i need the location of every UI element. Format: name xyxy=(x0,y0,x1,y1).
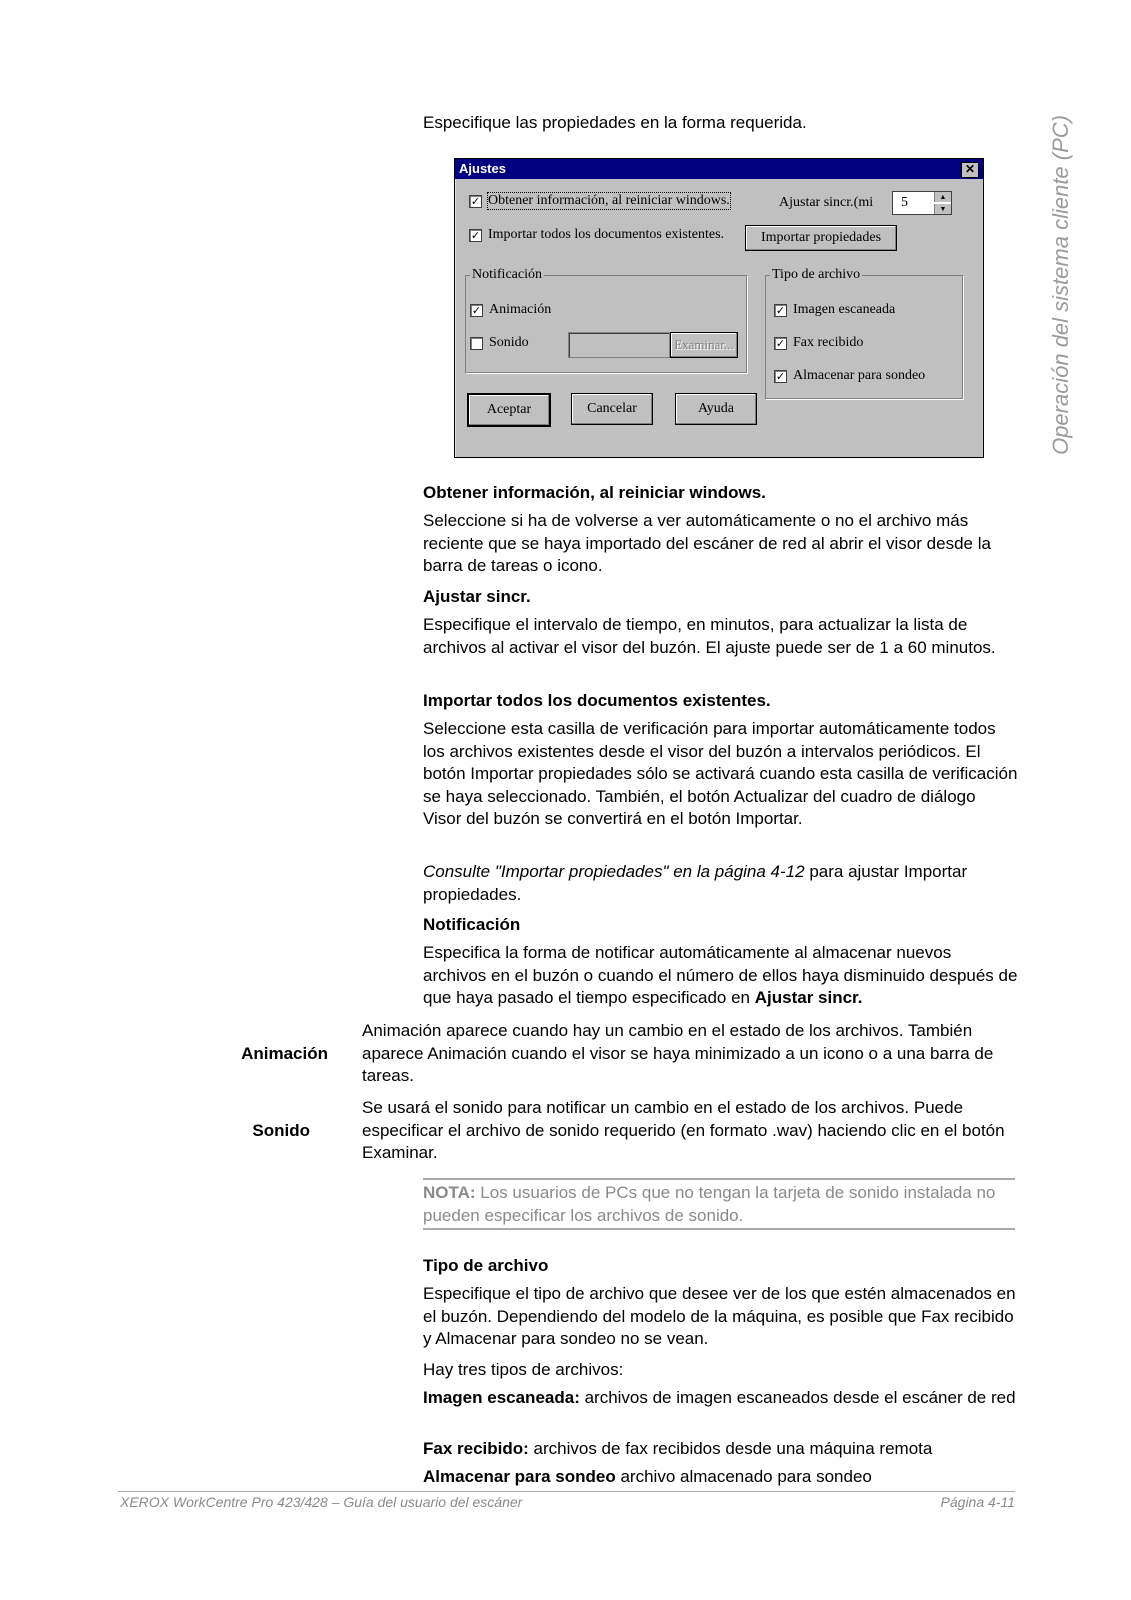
group-notificacion-label: Notificación xyxy=(472,267,542,282)
note-bottom-rule xyxy=(423,1228,1015,1230)
checkbox-imagen-box[interactable]: ✓ xyxy=(775,303,786,317)
checkbox-imagen[interactable] xyxy=(774,302,895,318)
heading-importar: Importar todos los documentos existentes. xyxy=(423,691,771,710)
dialog-title-bar xyxy=(455,159,983,179)
item-fax xyxy=(423,1438,1018,1461)
text-tres: Hay tres tipos de archivos: xyxy=(423,1360,624,1379)
checkbox-animacion[interactable] xyxy=(470,302,551,318)
item-fax-text: archivos de fax recibidos desde una máquina remota xyxy=(528,1439,933,1458)
sync-spinner[interactable] xyxy=(892,191,952,215)
side-label-sonido: Sonido xyxy=(252,1121,310,1140)
checkbox-importar-box[interactable]: ✓ xyxy=(470,228,481,242)
importar-propiedades-button[interactable]: Importar propiedades xyxy=(745,225,897,251)
checkbox-animacion-box[interactable]: ✓ xyxy=(471,303,482,317)
close-icon[interactable]: ✕ xyxy=(961,162,979,178)
spin-down-icon[interactable]: ▼ xyxy=(934,204,951,214)
item-imagen-label: Imagen escaneada: xyxy=(423,1388,580,1407)
heading-ajustar: Ajustar sincr. xyxy=(423,587,531,606)
heading-notificacion: Notificación xyxy=(423,915,521,934)
consulte-link[interactable]: Consulte "Importar propiedades" en la página 4-12 xyxy=(423,862,805,881)
settings-dialog xyxy=(454,158,984,458)
text-notificacion xyxy=(423,942,1018,1010)
checkbox-sonido-label: Sonido xyxy=(489,335,529,350)
side-header-text: Operación del sistema cliente (PC) xyxy=(1048,115,1073,455)
sync-value[interactable]: 5 xyxy=(901,195,908,210)
checkbox-importar-label: Importar todos los documentos existentes. xyxy=(488,227,725,242)
spin-up-icon[interactable]: ▲ xyxy=(934,192,951,202)
group-tipo-archivo xyxy=(765,267,963,399)
note-label: NOTA: xyxy=(423,1183,476,1202)
item-almacenar xyxy=(423,1466,1018,1489)
checkbox-obtener-label: Obtener información, al reiniciar windows. xyxy=(488,193,730,208)
footer-rule xyxy=(118,1491,1015,1492)
side-label-animacion: Animación xyxy=(241,1044,328,1063)
checkbox-fax-label: Fax recibido xyxy=(793,335,864,350)
section-side-header xyxy=(1032,115,1072,475)
footer-left: XEROX WorkCentre Pro 423/428 – Guía del usuario del escáner xyxy=(120,1494,523,1510)
notificacion-bold: Ajustar sincr. xyxy=(754,988,863,1007)
examinar-button[interactable]: Examinar... xyxy=(670,332,738,358)
item-imagen-text: archivos de imagen escaneados desde el escáner de red xyxy=(579,1388,1016,1407)
item-imagen xyxy=(423,1387,1018,1410)
text-obtener: Seleccione si ha de volverse a ver automáticamente o no el archivo más reciente que se haya importado del escáner de red al abrir el visor desde la barra de tareas o icono. xyxy=(423,511,991,575)
text-tipo: Especifique el tipo de archivo que desee ver de los que estén almacenados en el buzón. Dependiendo del modelo de la máquina, es posible que Fax recibido y Almacenar para sondeo no se vean. xyxy=(423,1284,1016,1348)
item-almacenar-label: Almacenar para sondeo xyxy=(423,1467,616,1486)
heading-obtener: Obtener información, al reiniciar windows. xyxy=(423,483,766,502)
checkbox-sonido[interactable] xyxy=(470,335,529,351)
note-body: Los usuarios de PCs que no tengan la tarjeta de sonido instalada no pueden especificar los archivos de sonido. xyxy=(423,1183,996,1225)
footer-page: Página 4-11 xyxy=(940,1494,1015,1510)
text-sonido: Se usará el sonido para notificar un cambio en el estado de los archivos. Puede especificar el archivo de sonido requerido (en formato .wav) haciendo clic en el botón Examinar. xyxy=(362,1098,1005,1162)
checkbox-obtener[interactable] xyxy=(469,193,730,209)
text-ajustar: Especifique el intervalo de tiempo, en minutos, para actualizar la lista de archivos al activar el visor del buzón. El ajuste puede ser de 1 a 60 minutos. xyxy=(423,615,996,657)
aceptar-button[interactable]: Aceptar xyxy=(467,393,551,427)
checkbox-almacenar[interactable] xyxy=(774,368,925,384)
checkbox-importar[interactable] xyxy=(469,227,724,243)
checkbox-animacion-label: Animación xyxy=(489,302,552,317)
note-text xyxy=(423,1182,1015,1227)
sync-label: Ajustar sincr.(mi xyxy=(779,195,874,210)
consulte-rest: para ajustar Importar propiedades. xyxy=(423,862,968,904)
group-tipo-label: Tipo de archivo xyxy=(772,267,861,282)
checkbox-almacenar-label: Almacenar para sondeo xyxy=(793,368,926,383)
text-animacion: Animación aparece cuando hay un cambio en el estado de los archivos. También aparece Animación cuando el visor se haya minimizado a un icono o a una barra de tareas. xyxy=(362,1021,994,1085)
text-importar: Seleccione esta casilla de verificación para importar automáticamente todos los archivos existentes desde el visor del buzón a intervalos periódicos. El botón Importar propiedades sólo se activará cuando esta casilla de verificación se haya seleccionado. También, el botón Actualizar del cuadro de diálogo Visor del buzón se convertirá en el botón Importar. xyxy=(423,719,1018,828)
item-fax-label: Fax recibido: xyxy=(423,1439,529,1458)
notificacion-body: Especifica la forma de notificar automáticamente al almacenar nuevos archivos en el buzón o cuando el número de ellos haya disminuido después de que haya pasado el tiempo especificado en xyxy=(423,943,1018,1007)
checkbox-obtener-box[interactable]: ✓ xyxy=(470,194,481,208)
intro-text: Especifique las propiedades en la forma requerida. xyxy=(423,113,807,132)
checkbox-almacenar-box[interactable]: ✓ xyxy=(775,369,786,383)
checkbox-fax[interactable] xyxy=(774,335,863,351)
ayuda-button[interactable]: Ayuda xyxy=(675,393,757,425)
heading-tipo: Tipo de archivo xyxy=(423,1256,549,1275)
text-consulte xyxy=(423,861,1018,906)
checkbox-fax-box[interactable]: ✓ xyxy=(775,336,786,350)
checkbox-imagen-label: Imagen escaneada xyxy=(793,302,896,317)
item-almacenar-text: archivo almacenado para sondeo xyxy=(615,1467,872,1486)
group-notificacion xyxy=(465,267,747,373)
checkbox-sonido-box[interactable] xyxy=(470,337,483,350)
dialog-title: Ajustes xyxy=(459,161,506,176)
note-top-rule xyxy=(423,1178,1015,1180)
sound-file-field[interactable] xyxy=(568,332,670,358)
cancelar-button[interactable]: Cancelar xyxy=(571,393,653,425)
